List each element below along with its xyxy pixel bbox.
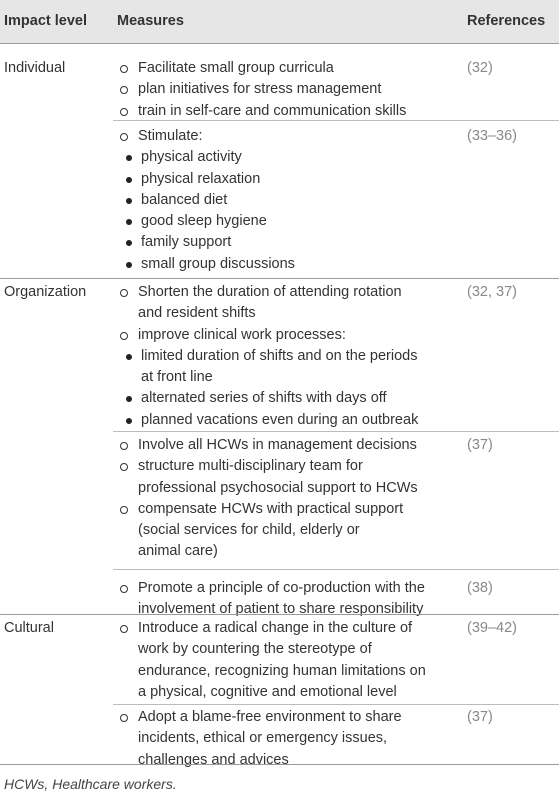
list-item: Adopt a blame-free environment to share bbox=[117, 707, 462, 728]
solid-bullet-icon bbox=[126, 177, 132, 183]
list-item-continued: a physical, cognitive and emotional level bbox=[138, 683, 397, 700]
reference-33-36: (33–36) bbox=[467, 128, 517, 144]
hollow-bullet-icon bbox=[120, 442, 128, 450]
list-item: Facilitate small group curricula bbox=[117, 58, 462, 79]
list-item-continued: endurance, recognizing human limitations on bbox=[138, 662, 426, 679]
sub-list-item: alternated series of shifts with days off bbox=[117, 388, 462, 409]
table-bottom-rule bbox=[0, 764, 559, 765]
list-item-continued: incidents, ethical or emergency issues, bbox=[138, 730, 388, 747]
header-references: References bbox=[467, 13, 546, 29]
sub-list-item: good sleep hygiene bbox=[117, 211, 462, 232]
list-item: train in self-care and communication skills bbox=[117, 101, 462, 122]
reference-37-b: (37) bbox=[467, 709, 493, 725]
list-item-continued: involvement of patient to share responsibility bbox=[138, 601, 424, 618]
measures-organization-1 bbox=[117, 282, 462, 431]
row-divider bbox=[113, 704, 559, 705]
measures-individual-1 bbox=[117, 58, 462, 122]
list-item: Stimulate: bbox=[117, 126, 462, 147]
hollow-bullet-icon bbox=[120, 714, 128, 722]
row-divider bbox=[113, 120, 559, 121]
level-individual: Individual bbox=[4, 60, 66, 76]
reference-39-42: (39–42) bbox=[467, 620, 517, 636]
header-impact-level: Impact level bbox=[4, 13, 88, 29]
sub-list-item: limited duration of shifts and on the periods bbox=[117, 346, 462, 367]
list-item-continued: (social services for child, elderly or bbox=[138, 522, 360, 539]
reference-32: (32) bbox=[467, 60, 493, 76]
list-item: compensate HCWs with practical support bbox=[117, 499, 462, 520]
sub-list-item: family support bbox=[117, 232, 462, 253]
solid-bullet-icon bbox=[126, 396, 132, 402]
list-item: Promote a principle of co-production with the bbox=[117, 578, 462, 599]
list-item: improve clinical work processes: bbox=[117, 325, 462, 346]
hollow-bullet-icon bbox=[120, 625, 128, 633]
hollow-bullet-icon bbox=[120, 506, 128, 514]
table-header bbox=[0, 0, 559, 44]
measures-cultural-1 bbox=[117, 618, 462, 703]
sub-list-item: planned vacations even during an outbreak bbox=[117, 410, 462, 431]
sub-list-item: small group discussions bbox=[117, 254, 462, 275]
reference-37: (37) bbox=[467, 437, 493, 453]
row-divider bbox=[0, 278, 559, 279]
hollow-bullet-icon bbox=[120, 86, 128, 94]
solid-bullet-icon bbox=[126, 155, 132, 161]
list-item-continued: professional psychosocial support to HCWs bbox=[138, 479, 418, 496]
solid-bullet-icon bbox=[126, 219, 132, 225]
solid-bullet-icon bbox=[126, 262, 132, 268]
footnote: HCWs, Healthcare workers. bbox=[4, 776, 177, 792]
level-organization: Organization bbox=[4, 284, 87, 300]
hollow-bullet-icon bbox=[120, 65, 128, 73]
list-item-continued: and resident shifts bbox=[138, 305, 256, 322]
solid-bullet-icon bbox=[126, 354, 132, 360]
solid-bullet-icon bbox=[126, 418, 132, 424]
list-item-continued: animal care) bbox=[138, 543, 218, 560]
row-divider bbox=[113, 569, 559, 570]
solid-bullet-icon bbox=[126, 198, 132, 204]
list-item-continued: challenges and advices bbox=[138, 751, 289, 768]
level-cultural: Cultural bbox=[4, 620, 54, 636]
reference-38: (38) bbox=[467, 580, 493, 596]
sub-list-item: physical activity bbox=[117, 147, 462, 168]
measures-cultural-2 bbox=[117, 707, 462, 771]
hollow-bullet-icon bbox=[120, 133, 128, 141]
sub-list-item-continued: at front line bbox=[141, 369, 213, 386]
list-item-continued: work by countering the stereotype of bbox=[138, 641, 372, 658]
hollow-bullet-icon bbox=[120, 108, 128, 116]
row-divider bbox=[113, 431, 559, 432]
list-item: plan initiatives for stress management bbox=[117, 79, 462, 100]
header-measures: Measures bbox=[117, 13, 184, 29]
solid-bullet-icon bbox=[126, 240, 132, 246]
hollow-bullet-icon bbox=[120, 289, 128, 297]
list-item: structure multi-disciplinary team for bbox=[117, 456, 462, 477]
list-item: Shorten the duration of attending rotation bbox=[117, 282, 462, 303]
hollow-bullet-icon bbox=[120, 585, 128, 593]
sub-list-item: physical relaxation bbox=[117, 169, 462, 190]
hollow-bullet-icon bbox=[120, 463, 128, 471]
measures-individual-2 bbox=[117, 126, 462, 275]
sub-list-item: balanced diet bbox=[117, 190, 462, 211]
row-divider bbox=[0, 614, 559, 615]
list-item: Introduce a radical change in the culture of bbox=[117, 618, 462, 639]
list-item: Involve all HCWs in management decisions bbox=[117, 435, 462, 456]
reference-32-37: (32, 37) bbox=[467, 284, 517, 300]
hollow-bullet-icon bbox=[120, 332, 128, 340]
measures-organization-2 bbox=[117, 435, 462, 563]
